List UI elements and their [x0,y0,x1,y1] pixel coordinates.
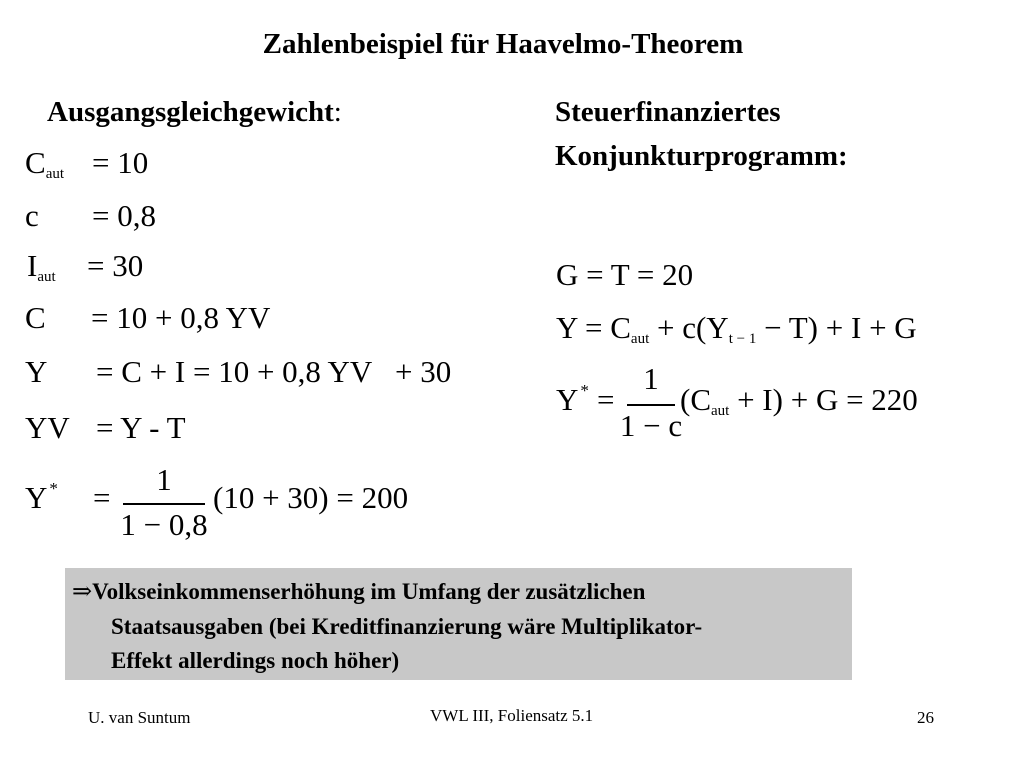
conclusion-line3: Effekt allerdings noch höher) [111,648,400,673]
right-equation-2-part1: Y = C [556,310,631,345]
footer-page-number: 26 [917,708,934,727]
right-equation-3-superscript: * [580,381,589,400]
right-equation-1: G = T = 20 [556,257,694,292]
right-equation-2-subscript2: t − 1 [728,331,757,347]
conclusion-line1 [72,577,645,606]
footer-author: U. van Suntum [88,708,191,727]
right-equation-3-equals: = [597,382,615,417]
slide-title: Zahlenbeispiel für Haavelmo-Theorem [262,28,744,60]
right-equation-3-lhs [556,383,589,422]
equation-7-numerator: 1 [156,462,172,497]
right-equation-3-rest [680,383,918,428]
right-heading-line2: Konjunkturprogramm: [555,140,848,172]
equation-1-subscript: aut [45,166,65,182]
right-equation-2-subscript1: aut [630,331,650,347]
equation-1-symbol: C [25,145,46,180]
equation-3-subscript: aut [37,269,56,285]
equation-3-rhs: = 30 [87,248,144,283]
equation-1-rhs: = 10 [92,145,149,180]
equation-2-lhs: c [25,198,39,233]
right-equation-3-part2: + I) + G = 220 [729,382,918,417]
implies-arrow-icon: ⇒ [72,577,93,605]
equation-5-rhs: = C + I = 10 + 0,8 YV + 30 [96,354,452,389]
equation-4-rhs: = 10 + 0,8 YV [91,300,271,335]
left-heading [47,95,342,129]
equation-7-superscript: * [49,479,58,498]
conclusion-line1-text: Volkseinkommenserhöhung im Umfang der zusätzlichen [92,579,646,604]
equation-7-equals: = [93,480,111,515]
equation-6-rhs: = Y - T [96,410,186,445]
right-equation-2-part2: + c(Y [649,310,729,345]
equation-7-symbol: Y [25,480,48,515]
right-equation-2 [556,311,917,356]
equation-7-denominator: 1 − 0,8 [120,507,208,542]
right-equation-3-part1: (C [680,382,711,417]
right-heading-line1: Steuerfinanziertes [555,96,781,128]
equation-2-rhs: = 0,8 [92,198,156,233]
right-equation-3-numerator: 1 [643,361,659,396]
equation-7-lhs [25,481,58,520]
conclusion-line2: Staatsausgaben (bei Kreditfinanzierung wäre Multiplikator- [111,614,703,639]
conclusion-box [65,568,852,680]
right-equation-3-fraction-bar [627,404,675,406]
equation-6-lhs: YV [25,410,70,445]
right-equation-2-part3: − T) + I + G [756,310,917,345]
equation-7-rest: (10 + 30) = 200 [213,480,409,515]
footer-course: VWL III, Foliensatz 5.1 [430,706,594,725]
equation-1-lhs [25,146,64,191]
equation-3-symbol: I [27,248,38,283]
equation-5-lhs: Y [25,354,48,389]
equation-4-lhs: C [25,300,46,335]
right-equation-3-symbol: Y [556,382,579,417]
left-heading-colon: : [333,96,342,128]
left-heading-text: Ausgangsgleichgewicht [47,96,334,128]
equation-3-lhs [27,249,56,294]
equation-7-fraction-bar [123,503,205,505]
right-equation-3-denominator: 1 − c [619,408,683,443]
right-equation-3-subscript: aut [711,403,730,419]
